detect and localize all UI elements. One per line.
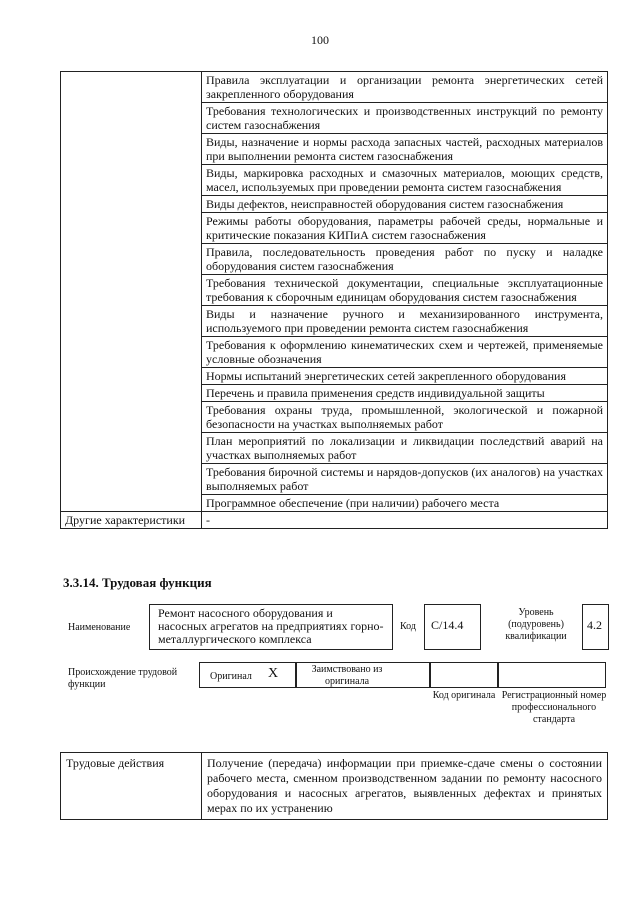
table-row [61, 512, 608, 529]
borrowed-cell [296, 662, 430, 688]
knowledge-item: Программное обеспечение (при наличии) рабочего места [202, 495, 608, 512]
name-label: Наименование [68, 622, 131, 633]
origin-label: Происхождение трудовой функции [68, 667, 178, 690]
knowledge-item: Требования бирочной системы и нарядов-допусков (их аналогов) на участках выполняемых работ [202, 464, 608, 495]
qualification-level-label: Уровень (подуровень) квалификации [505, 607, 567, 642]
knowledge-item: Перечень и правила применения средств индивидуальной защиты [202, 385, 608, 402]
knowledge-item: Правила эксплуатации и организации ремонта энергетических сетей закрепленного оборудования [202, 72, 608, 103]
code-label: Код [400, 621, 416, 632]
original-cell [199, 662, 296, 688]
table-row [61, 72, 608, 103]
knowledge-item: Нормы испытаний энергетических сетей закрепленного оборудования [202, 368, 608, 385]
actions-value: Получение (передача) информации при приемке-сдаче смены о состоянии рабочего места, сменном производственном задании по ремонту насосного оборудования и насосных агрегатов, выявленных дефектах и принятых мерах по их устранению [202, 753, 608, 820]
actions-table [60, 752, 608, 820]
function-code-box: С/14.4 [424, 604, 481, 650]
knowledge-item: Правила, последовательность проведения работ по пуску и наладке оборудования систем газоснабжения [202, 244, 608, 275]
table-row [61, 753, 608, 820]
knowledge-item: Требования технической документации, специальные эксплуатационные требования к сборочным единицам оборудования систем газоснабжения [202, 275, 608, 306]
knowledge-item: Виды, маркировка расходных и смазочных материалов, моющих средств, масел, используемых при проведении ремонта систем газоснабжения [202, 165, 608, 196]
borrowed-label: Заимствовано из оригинала [311, 664, 383, 687]
knowledge-label-cell [61, 72, 202, 512]
actions-label: Трудовые действия [61, 753, 202, 820]
knowledge-item: Режимы работы оборудования, параметры рабочей среды, нормальные и критические показания КИПиА систем газоснабжения [202, 213, 608, 244]
function-name-box: Ремонт насосного оборудования и насосных агрегатов на предприятиях горно-металлургического комплекса [149, 604, 393, 650]
code-original-label: Код оригинала [432, 690, 496, 701]
reg-number-label: Регистрационный номер профессионального стандарта [501, 690, 607, 725]
knowledge-item: Виды и назначение ручного и механизированного инструмента, используемого при проведении ремонта систем газоснабжения [202, 306, 608, 337]
reg-number-cell [498, 662, 606, 688]
knowledge-item: Виды, назначение и нормы расхода запасных частей, расходных материалов при выполнении ремонта систем газоснабжения [202, 134, 608, 165]
knowledge-item: Требования к оформлению кинематических схем и чертежей, применяемые условные обозначения [202, 337, 608, 368]
other-characteristics-label: Другие характеристики [61, 512, 202, 529]
qualification-level-box: 4.2 [582, 604, 609, 650]
other-characteristics-value: - [202, 512, 608, 529]
original-mark: X [268, 666, 279, 681]
section-heading: 3.3.14. Трудовая функция [63, 575, 212, 590]
knowledge-table [60, 71, 608, 529]
original-label: Оригинал [210, 671, 252, 682]
code-original-cell [430, 662, 498, 688]
knowledge-item: Требования технологических и производственных инструкций по ремонту систем газоснабжения [202, 103, 608, 134]
knowledge-item: План мероприятий по локализации и ликвидации последствий аварий на участках выполняемых работ [202, 433, 608, 464]
knowledge-item: Требования охраны труда, промышленной, экологической и пожарной безопасности на участках выполняемых работ [202, 402, 608, 433]
page-number: 100 [311, 33, 329, 47]
knowledge-item: Виды дефектов, неисправностей оборудования систем газоснабжения [202, 196, 608, 213]
